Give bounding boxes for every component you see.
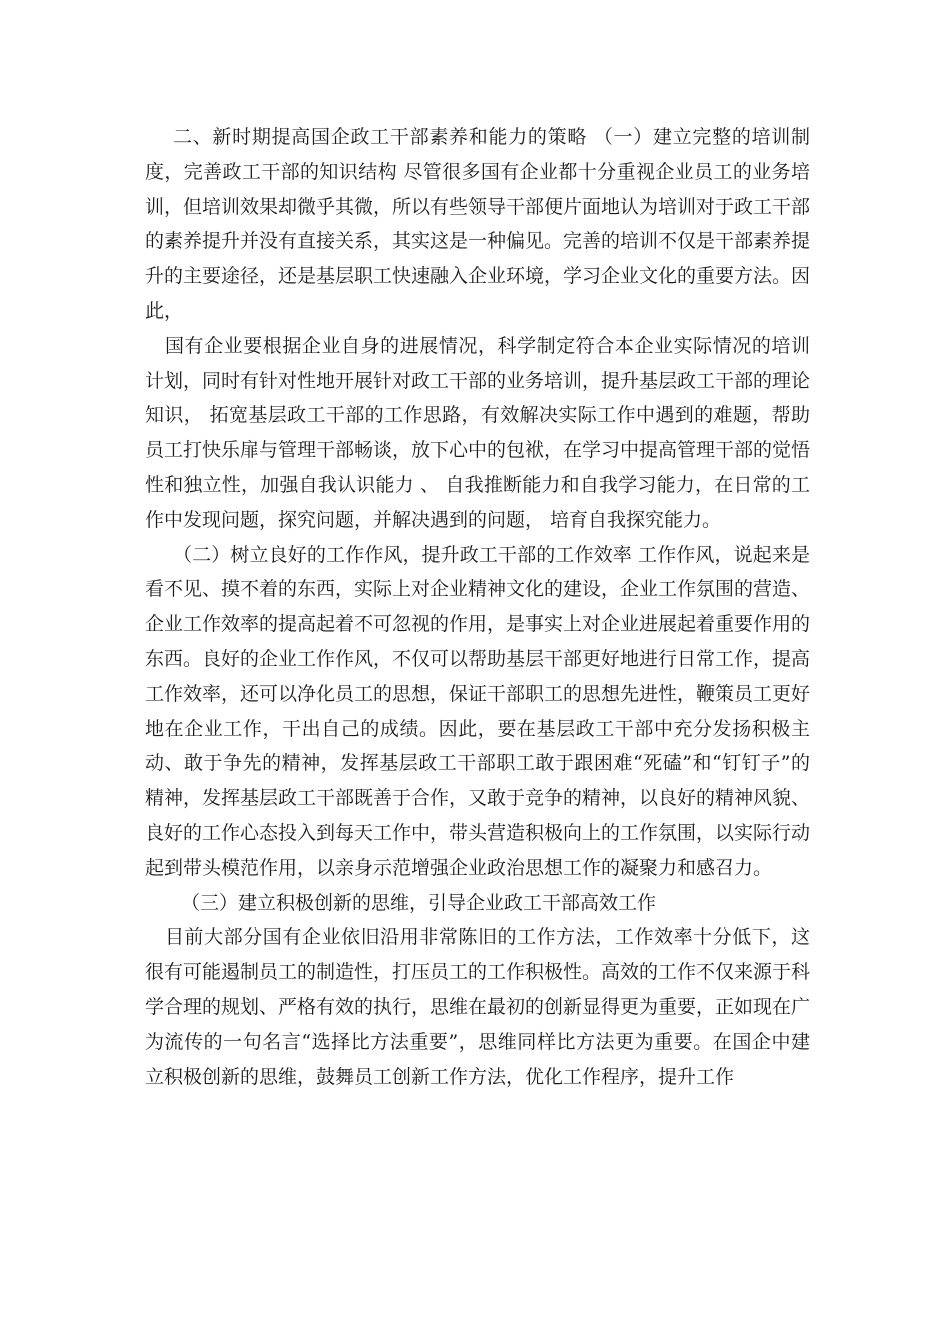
document-body xyxy=(145,120,810,1094)
paragraph-work-style: （二）树立良好的工作作风，提升政工干部的工作效率 工作作风，说起来是看不见、摸不着的东西，实际上对企业精神文化的建设，企业工作氛围的营造、企业工作效率的提高起着不可忽视的作用，是事实上对企业进展起着重要作用的东西。良好的企业工作作风，不仅可以帮助基层干部更好地进行日常工作，提高工作效率，还可以净化员工的思想，保证干部职工的思想先进性，鞭策员工更好地在企业工作，干出自己的成绩。因此，要在基层政工干部中充分发扬积极主动、敢于争先的精神，发挥基层政工干部职工敢于跟困难“死磕”和“钉钉子”的精神，发挥基层政工干部既善于合作，又敢于竞争的精神，以良好的精神风貌、良好的工作心态投入到每天工作中，带头营造积极向上的工作氛围，以实际行动起到带头模范作用，以亲身示范增强企业政治思想工作的凝聚力和感召力。 xyxy=(145,543,811,879)
section-heading-innovation: （三）建立积极创新的思维，引导企业政工干部高效工作 xyxy=(181,891,657,914)
paragraph-innovation: 目前大部分国有企业依旧沿用非常陈旧的工作方法，工作效率十分低下，这很有可能遏制员工的制造性，打压员工的工作积极性。高效的工作不仅来源于科学合理的规划、严格有效的执行，思维在最初的创新显得更为重要，正如现在广为流传的一句名言“选择比方法重要”，思维同样比方法更为重要。在国企中建立积极创新的思维，鼓舞员工创新工作方法，优化工作程序，提升工作 xyxy=(145,926,811,1088)
paragraph-strategy-training: 二、新时期提高国企政工干部素养和能力的策略 （一）建立完整的培训制度，完善政工干部的知识结构 尽管很多国有企业都十分重视企业员工的业务培训，但培训效果却微乎其微，所以有些领导干部便片面地认为培训对于政工干部的素养提升并没有直接关系，其实这是一种偏见。完善的培训不仅是干部素养提升的主要途径，还是基层职工快速融入企业环境，学习企业文化的重要方法。因此， xyxy=(145,126,811,322)
paragraph-training-plan: 国有企业要根据企业自身的进展情况，科学制定符合本企业实际情况的培训计划，同时有针对性地开展针对政工干部的业务培训，提升基层政工干部的理论知识， 拓宽基层政工干部的工作思路，有效解决实际工作中遇到的难题，帮助员工打快乐扉与管理干部畅谈，放下心中的包袱，在学习中提高管理干部的觉悟性和独立性，加强自我认识能力 、 自我推断能力和自我学习能力，在日常的工作中发现问题，探究问题，并解决遇到的问题， 培育自我探究能力。 xyxy=(145,334,811,531)
